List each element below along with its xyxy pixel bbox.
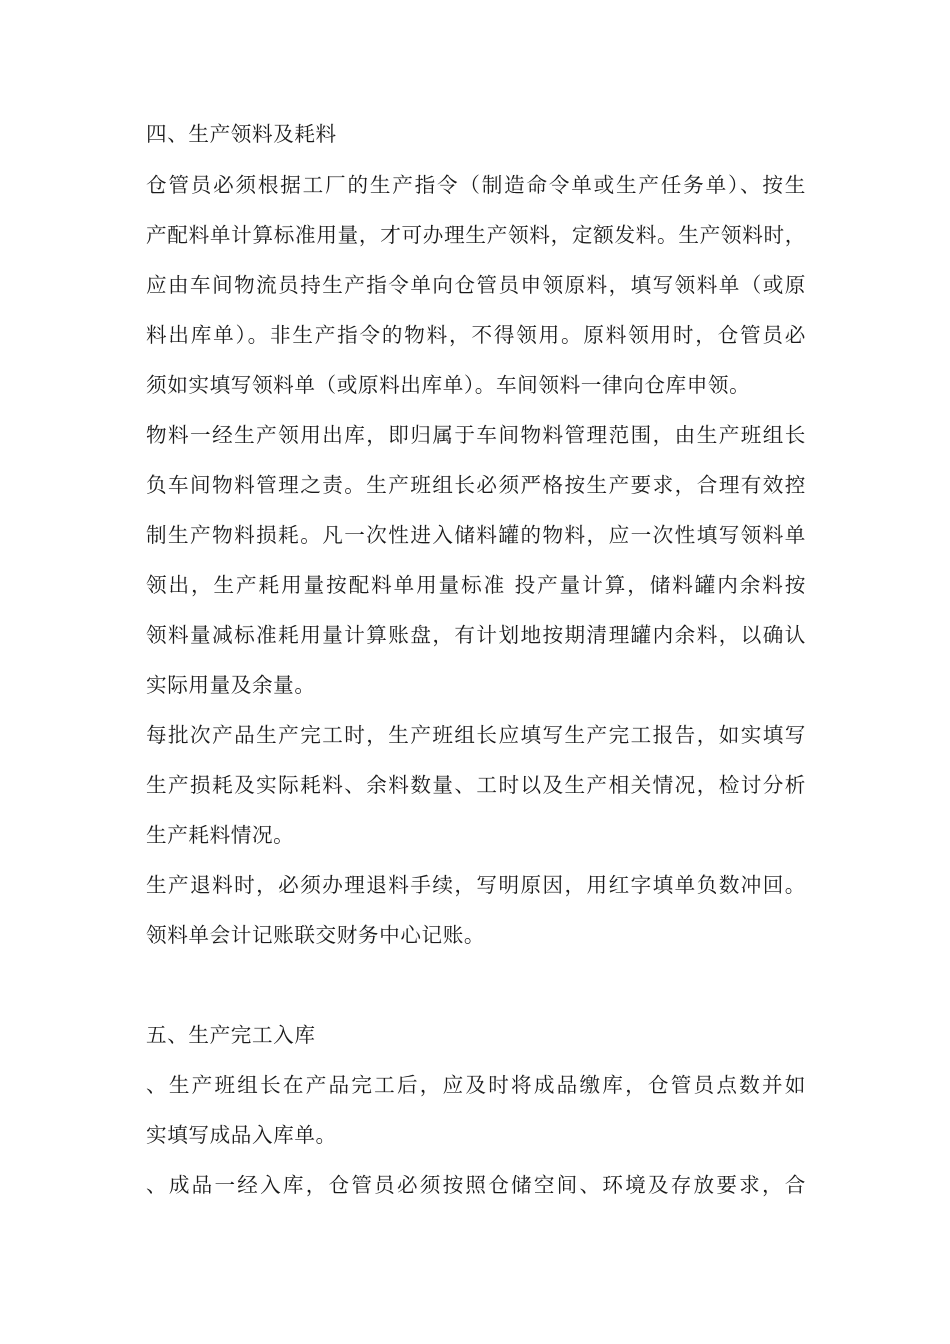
paragraph-line: 领料单会计记账联交财务中心记账。 — [146, 923, 486, 947]
section-heading: 五、生产完工入库 — [146, 1023, 316, 1047]
paragraph-line: 制生产物料损耗。凡一次性进入储料罐的物料，应一次性填写领料单 — [146, 523, 806, 547]
paragraph-line: 应由车间物流员持生产指令单向仓管员申领原料，填写领料单（或原 — [146, 273, 806, 297]
paragraph-line: 物料一经生产领用出库，即归属于车间物料管理范围，由生产班组长 — [146, 423, 806, 447]
section-heading: 四、生产领料及耗料 — [146, 122, 337, 146]
paragraph-line: 料出库单）。非生产指令的物料，不得领用。原料领用时，仓管员必 — [146, 323, 806, 347]
paragraph-line: 生产退料时，必须办理退料手续，写明原因，用红字填单负数冲回。 — [146, 873, 806, 897]
paragraph-line: 每批次产品生产完工时，生产班组长应填写生产完工报告，如实填写 — [146, 723, 806, 747]
paragraph-line: 、成品一经入库，仓管员必须按照仓储空间、环境及存放要求，合 — [146, 1173, 806, 1197]
paragraph-line: 生产损耗及实际耗料、余料数量、工时以及生产相关情况，检讨分析 — [146, 773, 806, 797]
paragraph-line: 产配料单计算标准用量，才可办理生产领料，定额发料。生产领料时， — [146, 223, 806, 247]
paragraph-line: 负车间物料管理之责。生产班组长必须严格按生产要求，合理有效控 — [146, 473, 806, 497]
paragraph-line: 领料量减标准耗用量计算账盘，有计划地按期清理罐内余料，以确认 — [146, 623, 806, 647]
paragraph-line: 生产耗料情况。 — [146, 823, 295, 847]
paragraph-line: 须如实填写领料单（或原料出库单）。车间领料一律向仓库申领。 — [146, 373, 751, 397]
paragraph-line: 、生产班组长在产品完工后，应及时将成品缴库，仓管员点数并如 — [146, 1073, 806, 1097]
paragraph-line: 仓管员必须根据工厂的生产指令（制造命令单或生产任务单）、按生 — [146, 173, 806, 197]
paragraph-line: 领出，生产耗用量按配料单用量标准 投产量计算，储料罐内余料按 — [146, 573, 806, 597]
paragraph-line: 实填写成品入库单。 — [146, 1123, 337, 1147]
paragraph-line: 实际用量及余量。 — [146, 673, 316, 697]
